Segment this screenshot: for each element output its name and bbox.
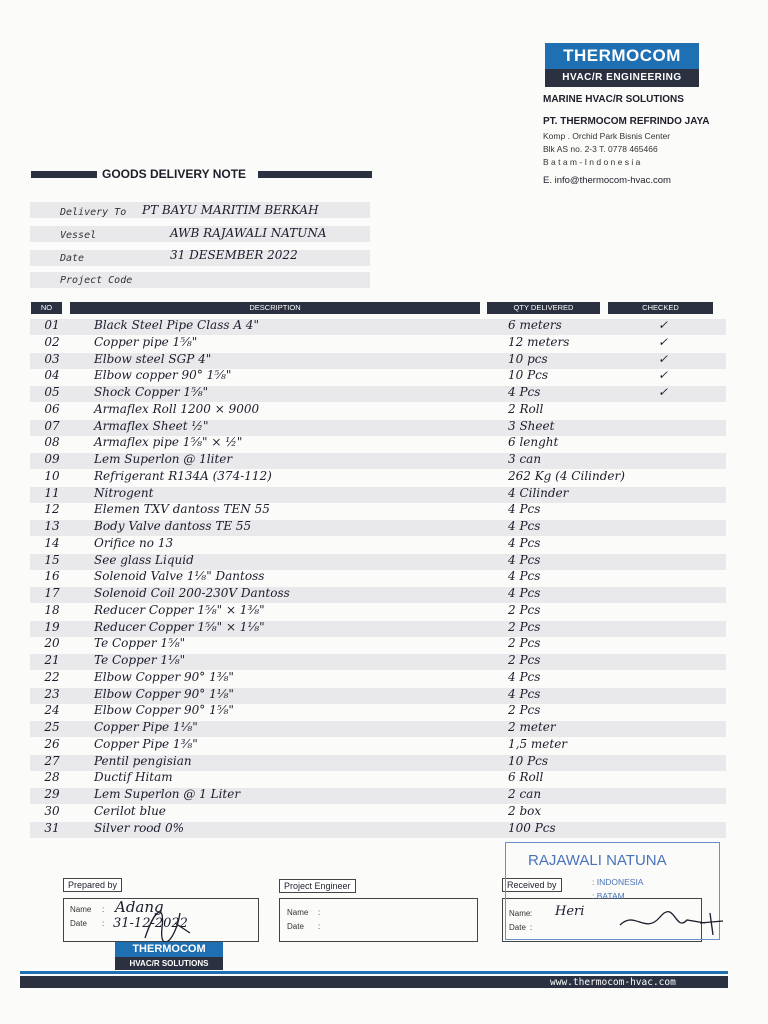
row-qty: 2 Pcs xyxy=(508,653,541,667)
prepared-name-label: Name xyxy=(70,905,92,914)
signature-receiver xyxy=(615,905,725,940)
row-qty: 10 Pcs xyxy=(508,368,549,382)
date-label: Date xyxy=(60,253,85,264)
row-qty: 2 Roll xyxy=(508,402,544,416)
mini-logo: THERMOCOM xyxy=(115,942,223,957)
row-checked: ✓ xyxy=(658,352,669,366)
company-email: E. info@thermocom-hvac.com xyxy=(543,175,671,186)
row-description: See glass Liquid xyxy=(94,553,194,567)
row-qty: 1,5 meter xyxy=(508,737,568,751)
row-qty: 2 Pcs xyxy=(508,703,541,717)
row-description: Elbow copper 90° 1⅝" xyxy=(94,368,232,382)
row-number: 03 xyxy=(44,352,60,366)
received-name-colon: : xyxy=(530,909,533,918)
tagline: MARINE HVAC/R SOLUTIONS xyxy=(543,94,684,105)
row-description: Te Copper 1⅝" xyxy=(94,636,186,650)
row-number: 06 xyxy=(44,402,60,416)
row-checked: ✓ xyxy=(658,335,669,349)
row-qty: 4 Pcs xyxy=(508,586,541,600)
company-logo: THERMOCOM xyxy=(545,43,699,69)
row-description: Copper Pipe 1⅛" xyxy=(94,720,198,734)
stamp-flag: : INDONESIA xyxy=(592,877,644,887)
stamp-title: RAJAWALI NATUNA xyxy=(528,852,667,869)
title-bar-right xyxy=(258,171,372,178)
row-description: Black Steel Pipe Class A 4" xyxy=(94,318,259,332)
row-qty: 3 Sheet xyxy=(508,419,555,433)
row-number: 19 xyxy=(44,620,60,634)
page-title: GOODS DELIVERY NOTE xyxy=(102,167,247,181)
row-description: Body Valve dantoss TE 55 xyxy=(94,519,252,533)
vessel-value: AWB RAJAWALI NATUNA xyxy=(170,226,327,240)
date-value: 31 DESEMBER 2022 xyxy=(170,248,298,262)
row-description: Orifice no 13 xyxy=(94,536,174,550)
row-qty: 6 meters xyxy=(508,318,562,332)
row-description: Armaflex Sheet ½" xyxy=(94,419,209,433)
row-description: Reducer Copper 1⅝" × 1⅜" xyxy=(94,603,265,617)
row-description: Shock Copper 1⅝" xyxy=(94,385,209,399)
row-description: Lem Superlon @ 1liter xyxy=(94,452,233,466)
row-number: 07 xyxy=(44,419,60,433)
row-description: Solenoid Valve 1⅛" Dantoss xyxy=(94,569,265,583)
row-number: 31 xyxy=(44,821,60,835)
row-number: 30 xyxy=(44,804,60,818)
signature-preparer xyxy=(140,898,200,948)
row-number: 22 xyxy=(44,670,60,684)
row-description: Te Copper 1⅛" xyxy=(94,653,186,667)
row-number: 28 xyxy=(44,770,60,784)
row-number: 18 xyxy=(44,603,60,617)
row-qty: 3 can xyxy=(508,452,542,466)
row-number: 23 xyxy=(44,687,60,701)
address-line-3: B a t a m - I n d o n e s i a xyxy=(543,157,641,167)
row-qty: 4 Pcs xyxy=(508,553,541,567)
row-checked: ✓ xyxy=(658,368,669,382)
received-name-label: Name xyxy=(509,909,531,918)
row-number: 01 xyxy=(44,318,60,332)
row-qty: 2 meter xyxy=(508,720,556,734)
row-number: 27 xyxy=(44,754,60,768)
row-number: 13 xyxy=(44,519,60,533)
row-description: Armaflex Roll 1200 × 9000 xyxy=(94,402,260,416)
delivery-to-label: Delivery To xyxy=(60,207,127,218)
row-qty: 12 meters xyxy=(508,335,570,349)
row-qty: 2 Pcs xyxy=(508,636,541,650)
row-number: 05 xyxy=(44,385,60,399)
row-qty: 2 Pcs xyxy=(508,620,541,634)
row-description: Armaflex pipe 1⅝" × ½" xyxy=(94,435,243,449)
row-qty: 4 Pcs xyxy=(508,569,541,583)
row-qty: 6 Roll xyxy=(508,770,544,784)
row-number: 12 xyxy=(44,502,60,516)
engineer-date-colon: : xyxy=(318,922,321,931)
column-header-no: NO xyxy=(31,302,62,314)
row-qty: 262 Kg (4 Cilinder) xyxy=(508,469,625,483)
received-by-label: Received by xyxy=(502,878,562,892)
row-number: 24 xyxy=(44,703,60,717)
row-qty: 6 lenght xyxy=(508,435,559,449)
prepared-name-value: Adang xyxy=(115,898,164,916)
row-description: Nitrogent xyxy=(94,486,154,500)
received-date-colon: : xyxy=(530,923,533,932)
footer-accent-line xyxy=(20,971,728,974)
row-description: Ductif Hitam xyxy=(94,770,173,784)
row-checked: ✓ xyxy=(658,318,669,332)
row-description: Elbow Copper 90° 1⅛" xyxy=(94,687,234,701)
vessel-label: Vessel xyxy=(60,230,97,241)
row-description: Pentil pengisian xyxy=(94,754,192,768)
address-line-2: Blk AS no. 2-3 T. 0778 465466 xyxy=(543,144,658,154)
prepared-name-colon: : xyxy=(102,905,105,914)
row-number: 16 xyxy=(44,569,60,583)
prepared-date-colon: : xyxy=(102,919,105,928)
received-date-label: Date xyxy=(509,923,526,932)
row-number: 08 xyxy=(44,435,60,449)
row-number: 20 xyxy=(44,636,60,650)
row-description: Reducer Copper 1⅝" × 1⅛" xyxy=(94,620,265,634)
row-qty: 4 Pcs xyxy=(508,536,541,550)
row-description: Elbow steel SGP 4" xyxy=(94,352,212,366)
row-description: Refrigerant R134A (374-112) xyxy=(94,469,272,483)
row-qty: 4 Cilinder xyxy=(508,486,569,500)
column-header-checked: CHECKED xyxy=(608,302,713,314)
engineer-name-colon: : xyxy=(318,908,321,917)
row-qty: 2 Pcs xyxy=(508,603,541,617)
project-engineer-label: Project Engineer xyxy=(279,879,356,893)
engineer-name-label: Name xyxy=(287,908,309,917)
row-number: 26 xyxy=(44,737,60,751)
row-qty: 10 Pcs xyxy=(508,754,549,768)
row-description: Elemen TXV dantoss TEN 55 xyxy=(94,502,270,516)
row-number: 21 xyxy=(44,653,60,667)
row-checked: ✓ xyxy=(658,385,669,399)
row-number: 25 xyxy=(44,720,60,734)
prepared-by-label: Prepared by xyxy=(63,878,122,892)
row-number: 29 xyxy=(44,787,60,801)
row-qty: 2 box xyxy=(508,804,542,818)
row-qty: 10 pcs xyxy=(508,352,548,366)
row-qty: 4 Pcs xyxy=(508,687,541,701)
row-qty: 4 Pcs xyxy=(508,670,541,684)
row-description: Elbow Copper 90° 1⅝" xyxy=(94,703,234,717)
row-qty: 2 can xyxy=(508,787,542,801)
row-description: Lem Superlon @ 1 Liter xyxy=(94,787,241,801)
title-bar-left xyxy=(31,171,97,178)
delivery-to-value: PT BAYU MARITIM BERKAH xyxy=(142,203,319,217)
prepared-date-label: Date xyxy=(70,919,87,928)
row-description: Copper pipe 1⅝" xyxy=(94,335,198,349)
row-description: Solenoid Coil 200-230V Dantoss xyxy=(94,586,290,600)
company-name: PT. THERMOCOM REFRINDO JAYA xyxy=(543,116,710,127)
project-code-label: Project Code xyxy=(60,275,133,286)
website-link: www.thermocom-hvac.com xyxy=(550,977,676,988)
received-name-value: Heri xyxy=(555,904,585,919)
row-qty: 4 Pcs xyxy=(508,385,541,399)
stamp-port: : BATAM xyxy=(592,891,625,901)
row-number: 09 xyxy=(44,452,60,466)
row-qty: 4 Pcs xyxy=(508,519,541,533)
address-line-1: Komp . Orchid Park Bisnis Center xyxy=(543,131,671,141)
mini-logo-subtitle: HVAC/R SOLUTIONS xyxy=(115,957,223,970)
row-number: 11 xyxy=(44,486,60,500)
row-number: 15 xyxy=(44,553,60,567)
company-logo-subtitle: HVAC/R ENGINEERING xyxy=(545,69,699,87)
project-engineer-box xyxy=(279,898,478,942)
prepared-date-value: 31-12-2022 xyxy=(113,916,188,931)
row-number: 04 xyxy=(44,368,60,382)
row-description: Copper Pipe 1⅜" xyxy=(94,737,198,751)
row-number: 02 xyxy=(44,335,60,349)
row-qty: 4 Pcs xyxy=(508,502,541,516)
row-description: Elbow Copper 90° 1⅜" xyxy=(94,670,234,684)
row-number: 10 xyxy=(44,469,60,483)
row-description: Cerilot blue xyxy=(94,804,166,818)
row-number: 14 xyxy=(44,536,60,550)
column-header-description: DESCRIPTION xyxy=(70,302,480,314)
row-description: Silver rood 0% xyxy=(94,821,185,835)
column-header-qty: QTY DELIVERED xyxy=(487,302,600,314)
row-number: 17 xyxy=(44,586,60,600)
engineer-date-label: Date xyxy=(287,922,304,931)
row-qty: 100 Pcs xyxy=(508,821,556,835)
